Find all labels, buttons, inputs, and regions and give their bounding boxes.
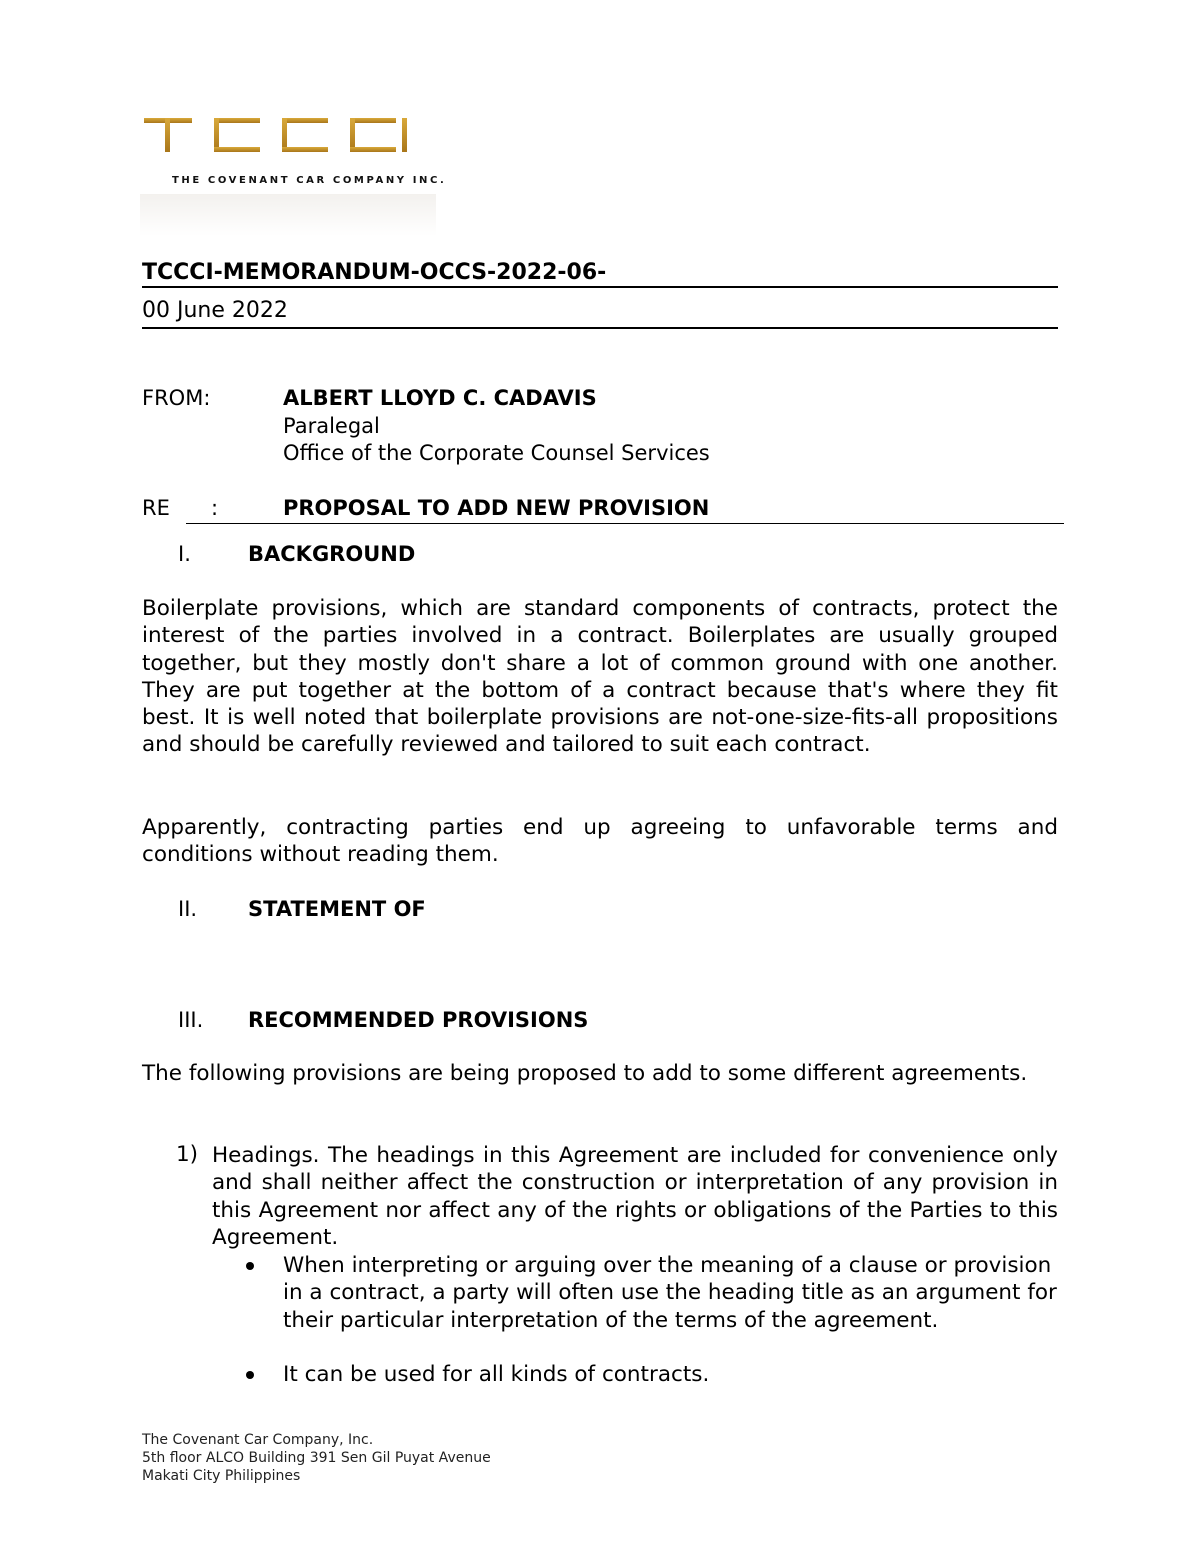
section-number: I. [178,542,191,566]
re-underline [186,523,1064,524]
section-number: III. [178,1008,204,1032]
section-number: II. [178,897,198,921]
recommended-intro: The following provisions are being proposed to add to some different agreements. [142,1061,1028,1086]
from-label: FROM: [142,386,211,410]
footer-company: The Covenant Car Company, Inc. [142,1432,374,1448]
logo-tagline: THE COVENANT CAR COMPANY INC. [172,175,447,186]
list-item-text: Headings. The headings in this Agreement are included for convenience only and shall neither affect the construction or interpretation of any provision in this Agreement nor affect any of the rights or obligations of the Parties to this Agreement. [212,1143,1058,1250]
footer-street: 5th floor ALCO Building 391 Sen Gil Puyat Avenue [142,1450,491,1466]
background-paragraph-2: Apparently, contracting parties end up agreeing to unfavorable terms and conditions without reading them. [142,815,1058,868]
re-label: RE [142,496,170,520]
company-logo [140,112,447,238]
re-subject: PROPOSAL TO ADD NEW PROVISION [283,496,710,520]
from-name: ALBERT LLOYD C. CADAVIS [283,386,597,410]
from-office: Office of the Corporate Counsel Services [283,441,710,465]
memo-number-underline [142,286,1058,288]
bullet-item: When interpreting or arguing over the meaning of a clause or provision in a contract, a party will often use the heading title as an argument for their particular interpretation of the terms of the agreement. [283,1253,1057,1333]
memo-number: TCCCI-MEMORANDUM-OCCS-2022-06- [142,260,607,285]
section-title-background: BACKGROUND [248,542,416,566]
section-title-statement: STATEMENT OF [248,897,426,921]
bullet-icon [246,1262,254,1270]
footer-address [142,1431,491,1485]
memo-date-underline [142,327,1058,329]
memo-date: 00 June 2022 [142,298,288,323]
section-title-recommended: RECOMMENDED PROVISIONS [248,1008,589,1032]
re-colon: : [211,496,219,520]
bullet-icon [246,1371,254,1379]
background-paragraph-1: Boilerplate provisions, which are standard components of contracts, protect the interest of the parties involved in a contract. Boilerplates are usually grouped together, but they mostly don't share a lot of common ground with one another. They are put together at the bottom of a contract because that's where they fit best. It is well noted that boilerplate provisions are not-one-size-fits-all propositions and should be carefully reviewed and tailored to suit each contract. [142,596,1058,758]
bullet-item: It can be used for all kinds of contracts. [283,1362,710,1387]
from-position: Paralegal [283,414,380,438]
footer-city: Makati City Philippines [142,1468,301,1484]
list-item-number: 1) [176,1142,199,1167]
